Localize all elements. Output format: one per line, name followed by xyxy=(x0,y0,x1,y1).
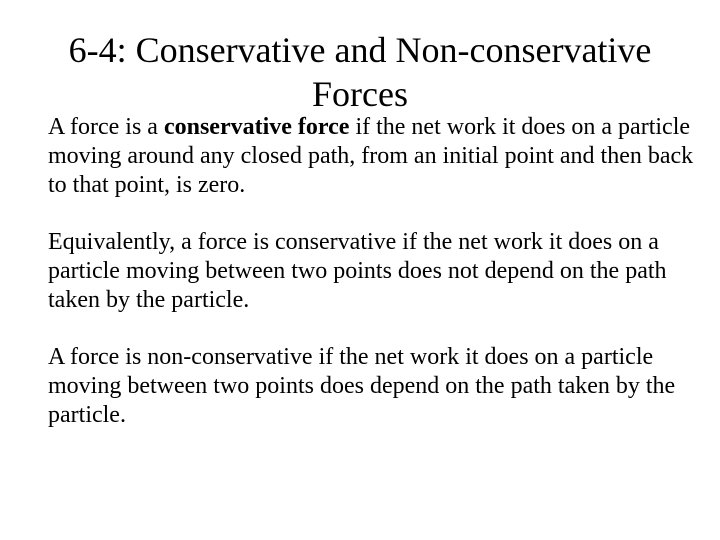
paragraph-conservative-definition xyxy=(48,113,698,200)
conservative-force-term: conservative force xyxy=(163,114,350,140)
paragraph-1-lead: A force is a xyxy=(48,114,164,140)
paragraph-path-independence: Equivalently, a force is conservative if the net work it does on a particle moving between two points does not depend on the path taken by the particle. xyxy=(48,229,667,313)
paragraph-1-rest: if the net work it does on a particle moving around any closed path, from an initial point and then back to that point, is zero. xyxy=(48,114,694,198)
slide-title: 6-4: Conservative and Non-conservative Forces xyxy=(68,30,652,114)
paragraph-non-conservative-definition: A force is non-conservative if the net work it does on a particle moving between two points does depend on the path taken by the particle. xyxy=(48,344,676,428)
